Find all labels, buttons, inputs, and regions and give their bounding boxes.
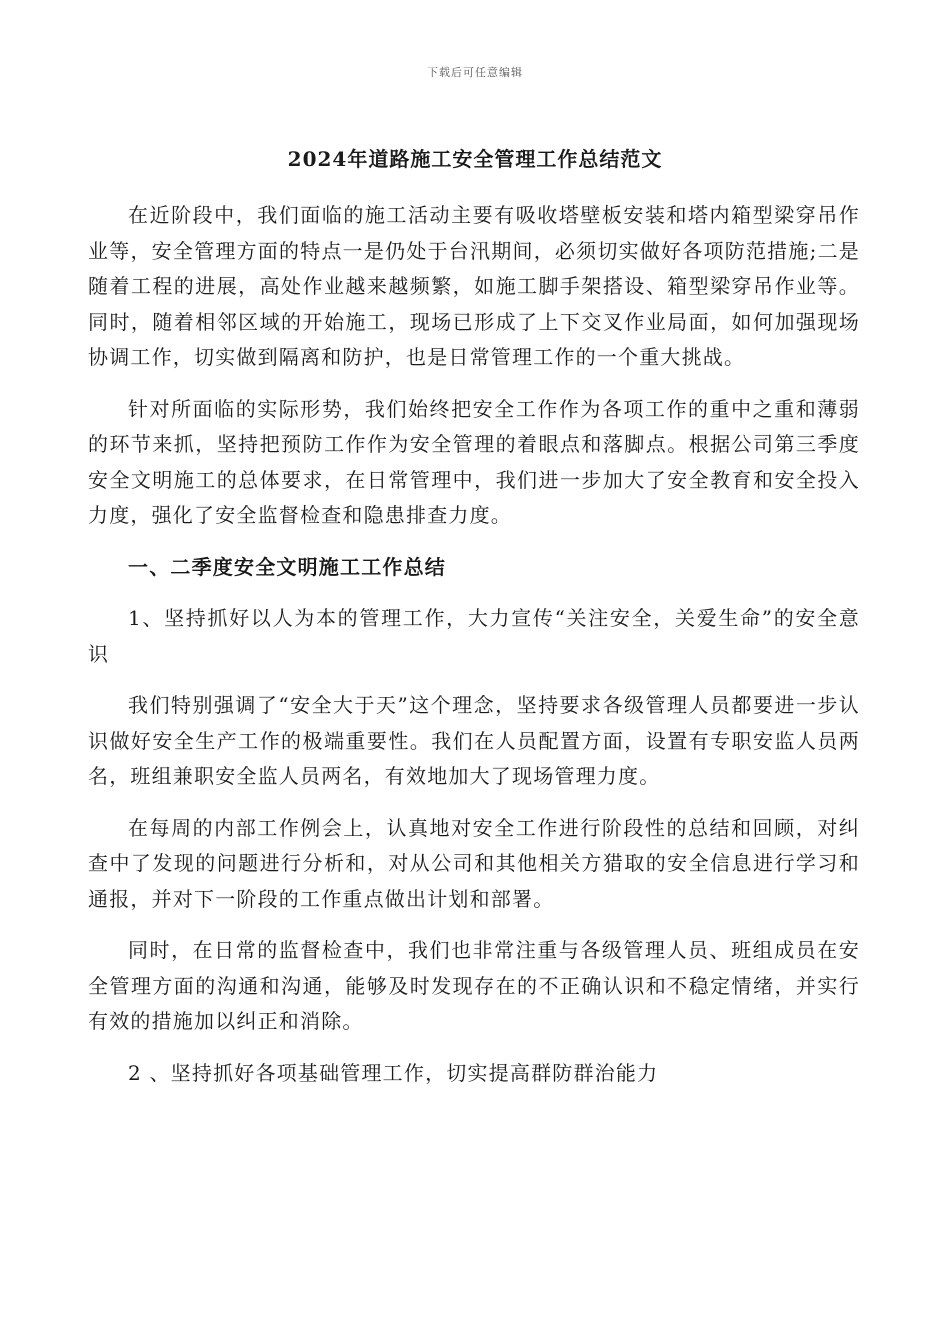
paragraph-intro: 在近阶段中，我们面临的施工活动主要有吸收塔壁板安装和塔内箱型梁穿吊作业等，安全管理方面的特点一是仍处于台汛期间，必须切实做好各项防范措施;二是随着工程的进展，高处作业越来越频繁，如施工脚手架搭设、箱型梁穿吊作业等。同时，随着相邻区域的开始施工，现场已形成了上下交叉作业局面，如何加强现场协调工作，切实做到隔离和防护，也是日常管理工作的一个重大挑战。 <box>88 203 860 369</box>
section-heading-1: 一、二季度安全文明施工工作总结 <box>128 554 446 579</box>
list-item-1: 1、坚持抓好以人为本的管理工作，大力宣传“关注安全，关爱生命”的安全意识 <box>88 606 860 666</box>
paragraph-supervision: 同时，在日常的监督检查中，我们也非常注重与各级管理人员、班组成员在安全管理方面的沟通和沟通，能够及时发现存在的不正确认识和不稳定情绪，并实行有效的措施加以纠正和消除。 <box>88 938 860 1033</box>
document-title: 2024年道路施工安全管理工作总结范文 <box>287 147 663 171</box>
document-body <box>88 198 860 1107</box>
paragraph-weekly-meeting: 在每周的内部工作例会上，认真地对安全工作进行阶段性的总结和回顾，对纠查中了发现的问题进行分析和，对从公司和其他相关方猎取的安全信息进行学习和通报，并对下一阶段的工作重点做出计划和部署。 <box>88 815 860 911</box>
paragraph-personnel: 我们特别强调了“安全大于天”这个理念，坚持要求各级管理人员都要进一步认识做好安全生产工作的极端重要性。我们在人员配置方面，设置有专职安监人员两名，班组兼职安全监人员两名，有效地加大了现场管理力度。 <box>88 693 860 788</box>
header-note: 下载后可任意编辑 <box>427 66 523 79</box>
paragraph-strategy: 针对所面临的实际形势，我们始终把安全工作作为各项工作的重中之重和薄弱的环节来抓，坚持把预防工作作为安全管理的着眼点和落脚点。根据公司第三季度安全文明施工的总体要求，在日常管理中，我们进一步加大了安全教育和安全投入力度，强化了安全监督检查和隐患排查力度。 <box>88 396 860 527</box>
list-item-2: 2 、坚持抓好各项基础管理工作，切实提高群防群治能力 <box>128 1060 659 1085</box>
